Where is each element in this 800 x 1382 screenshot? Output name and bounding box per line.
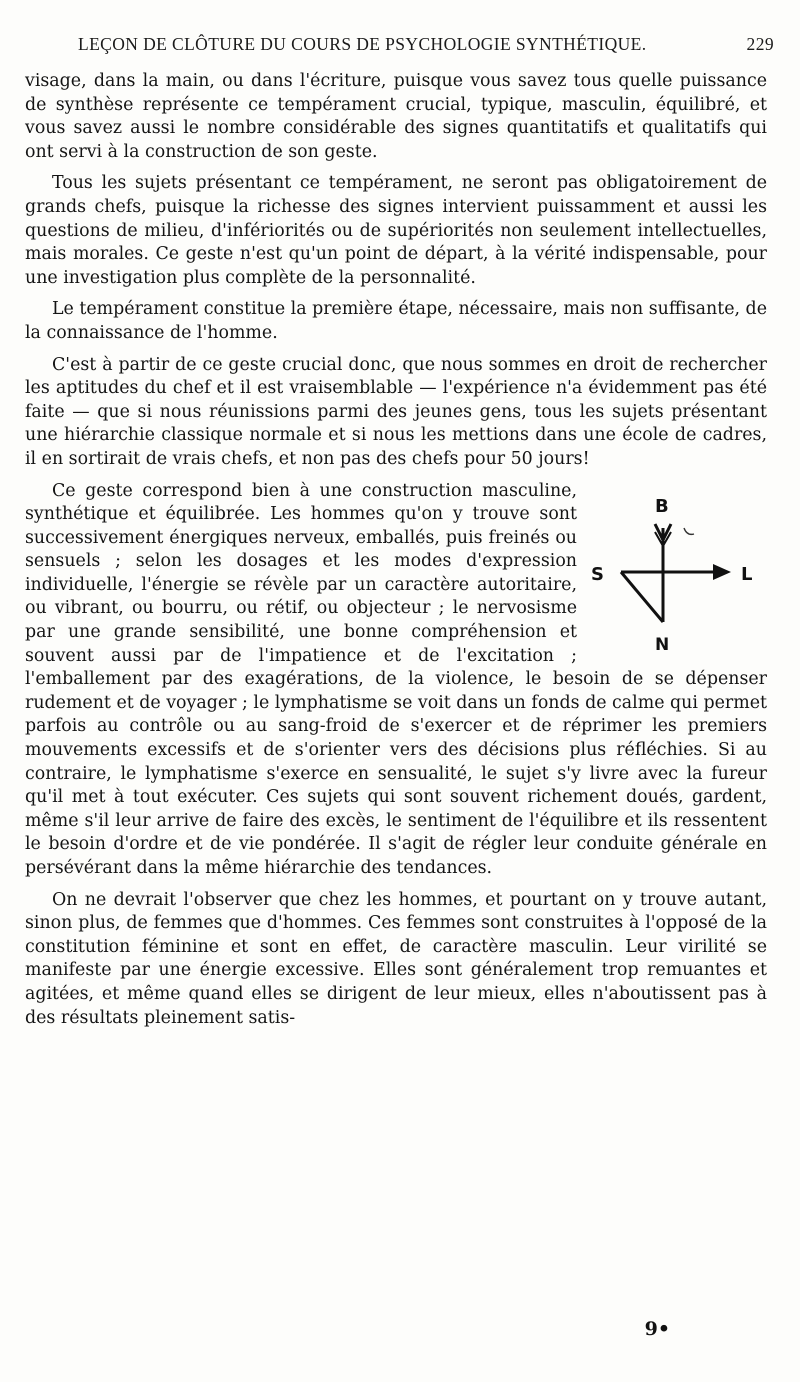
page-number: 229	[746, 34, 774, 54]
running-head-title: LEÇON DE CLÔTURE DU COURS DE PSYCHOLOGIE SYNTHÉTIQUE.	[78, 34, 647, 54]
label-right: L	[741, 563, 753, 585]
signature-mark: 9•	[644, 1318, 670, 1340]
paragraph: visage, dans la main, ou dans l'écriture, puisque vous savez tous quelle puissance de synthèse représente ce tempérament crucial, typique, masculin, équilibré, et vous savez aussi le nombre considérable des signes quantitatifs et qualitatifs qui ont servi à la construction de son geste.	[25, 71, 767, 162]
small-hook-mark	[684, 528, 694, 534]
paragraph: C'est à partir de ce geste crucial donc, que nous sommes en droit de rechercher les aptitudes du chef et il est vraisemblable — l'expérience n'a évidemment pas été faite — que si nous réunissions parmi des jeunes gens, tous les sujets présentant une hiérarchie classique normale et si nous les mettions dans une école de cadres, il en sortirait de vrais chefs, et non pas des chefs pour 50 jours!	[25, 354, 767, 469]
label-top: B	[655, 495, 669, 517]
running-head	[24, 34, 774, 58]
right-arrowhead-icon	[713, 564, 731, 580]
body-text	[25, 70, 767, 1038]
gesture-diagram-svg	[591, 486, 773, 664]
label-left: S	[591, 563, 604, 585]
paragraph: On ne devrait l'observer que chez les hommes, et pourtant on y trouve autant, sinon plus, de femmes que d'hommes. Ces femmes sont construites à l'opposé de la constitution féminine et sont en effet, de caractère masculin. Leur virilité se manifeste par une énergie excessive. Elles sont généralement trop remuantes et agitées, et même quand elles se dirigent de leur mieux, elles n'aboutissent pas à des résultats pleinement satis-	[25, 889, 767, 1028]
diagonal-stroke	[621, 572, 663, 622]
paragraph: Ce geste correspond bien à une construction masculine, synthétique et équilibrée. Les hommes qu'on y trouve sont successivement énergiques nerveux, emballés, puis freinés ou sensuels ; selon les dosages et les modes d'expression individuelle, l'énergie se révèle par un caractère autoritaire, ou vibrant, ou bourru, ou rétif, ou objecteur ; le nervosisme par une grande sensibilité, une bonne compréhension et souvent aussi par de l'impatience et de l'excitation ; l'emballement par des exagérations, de la violence, le besoin de se dépenser rudement et de voyager ; le lymphatisme se voit dans un fonds de calme qui permet parfois au contrôle ou au sang-froid de s'exercer et de réprimer les premiers mouvements excessifs et de s'orienter vers des décisions plus réfléchies. Si au contraire, le lymphatisme s'exerce en sensualité, le sujet s'y livre avec la fureur qu'il met à tout exécuter. Ces sujets qui sont souvent richement doués, gardent, même s'il leur arrive de faire des excès, le sentiment de l'équilibre et ils ressentent le besoin d'ordre et de vie pondérée. Il s'agit de régler leur conduite générale en persévérant dans la même hiérarchie des tendances.	[25, 480, 767, 878]
paragraph: Tous les sujets présentant ce tempérament, ne seront pas obligatoirement de grands chefs, puisque la richesse des signes intervient puissamment et aussi les questions de milieu, d'infériorités ou de supériorités non seulement intellectuelles, mais morales. Ce geste n'est qu'un point de départ, à la vérité indispensable, pour une investigation plus complète de la personnalité.	[25, 173, 767, 288]
paragraph: Le tempérament constitue la première étape, nécessaire, mais non suffisante, de la connaissance de l'homme.	[25, 299, 767, 343]
label-bottom: N	[655, 634, 670, 655]
gesture-diagram	[591, 486, 773, 664]
